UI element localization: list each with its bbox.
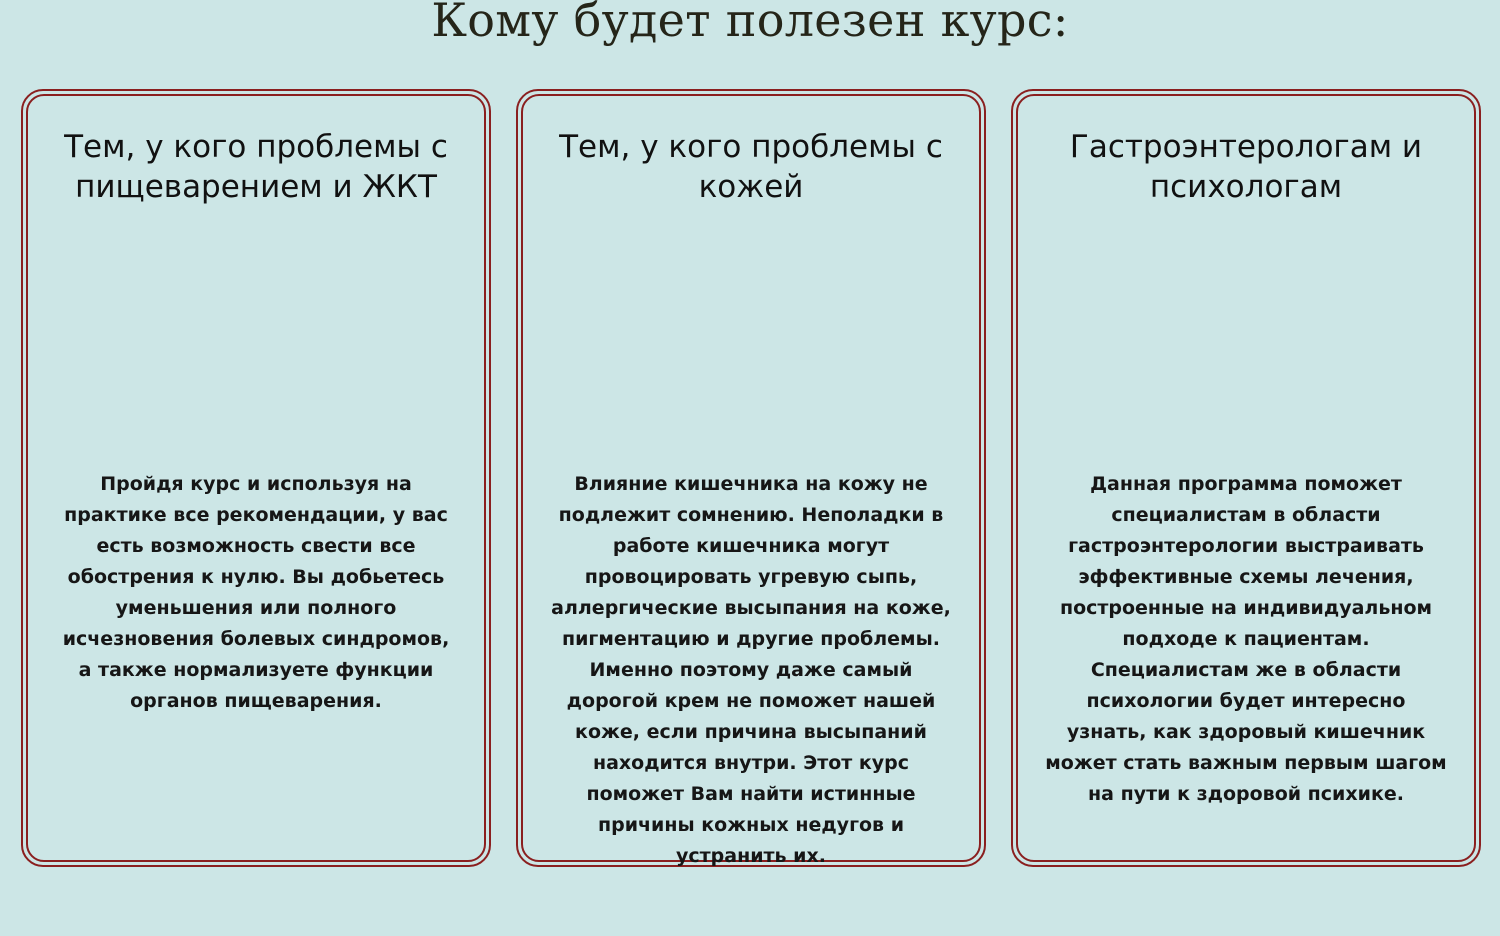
card-title: Гастроэнтерологам и психологам [1069,129,1423,205]
card-description: Пройдя курс и используя на практике все рекомендации, у вас есть возможность свести все обострения к нулю. Вы добьетесь уменьшения или полного исчезновения болевых синдромов, а также нормализуете функции органов пищеварения. [62,473,450,712]
audience-card-specialists [1011,89,1481,867]
card-title: Тем, у кого проблемы с пищеварением и ЖКТ [64,129,448,205]
card-description: Влияние кишечника на кожу не подлежит сомнению. Неполадки в работе кишечника могут провоцировать угревую сыпь, аллергические высыпания на коже, пигментацию и другие проблемы. Именно поэтому даже самый дорогой крем не поможет нашей коже, если причина высыпаний находится внутри. Этот курс поможет Вам найти истинные причины кожных недугов и устранить их. [551,473,951,867]
card-inner-border [26,94,486,862]
audience-card-digestion [21,89,491,867]
audience-card-skin [516,89,986,867]
card-inner-border [521,94,981,867]
card-title: Тем, у кого проблемы с кожей [559,129,943,205]
section-title: Кому будет полезен курс: [431,0,1069,47]
card-inner-border [1016,94,1476,862]
card-description: Данная программа поможет специалистам в области гастроэнтерологии выстраивать эффективные схемы лечения, построенные на индивидуальном подходе к пациентам. Специалистам же в области психологии будет интересно узнать, как здоровый кишечник может стать важным первым шагом на пути к здоровой психике. [1045,473,1447,805]
